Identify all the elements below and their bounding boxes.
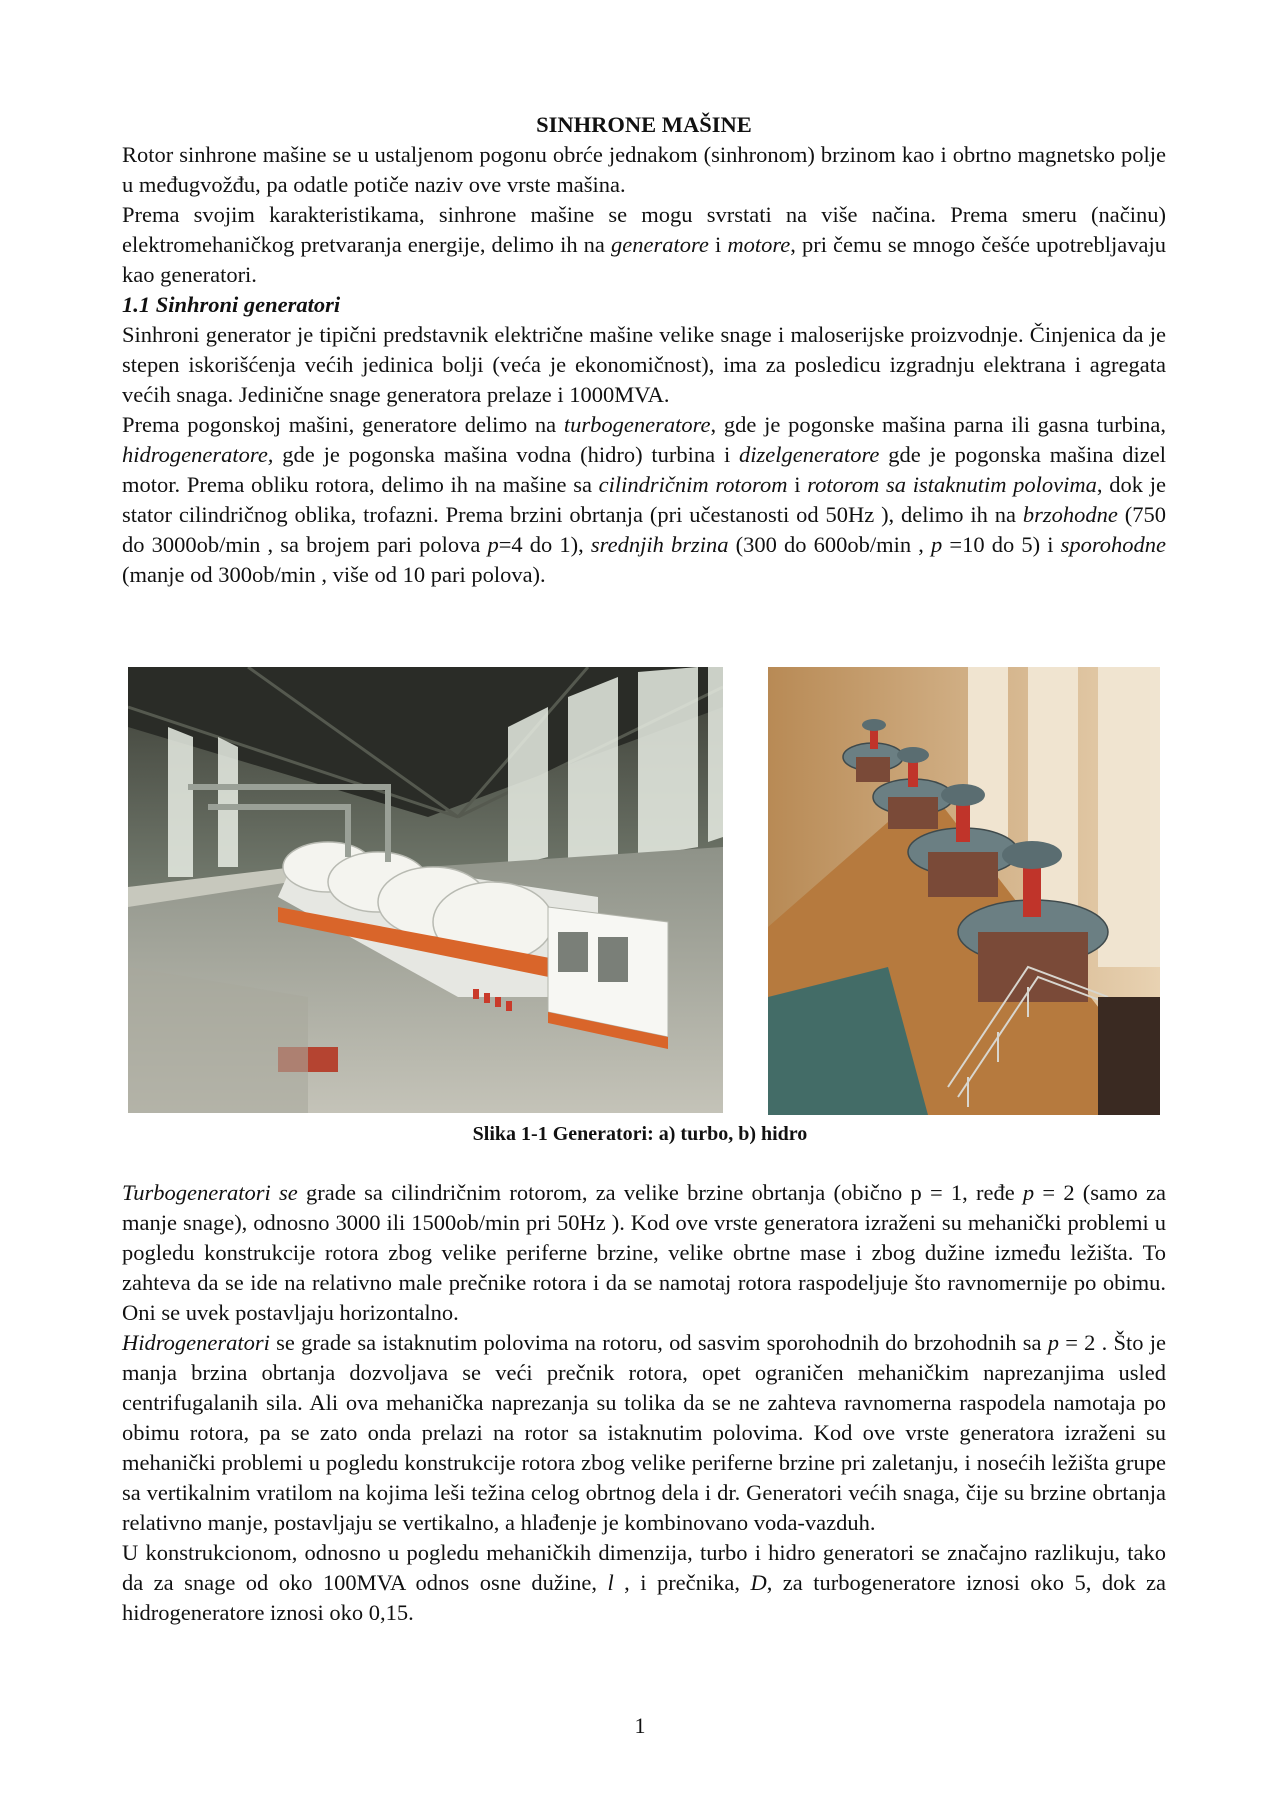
section-paragraph-2: Prema pogonskoj mašini, generatore delimo na turbogeneratore, gde je pogonske mašina parna ili gasna turbina, hidrogeneratore, gde je pogonska mašina vodna (hidro) turbina i dizelgeneratore gde je pogonska mašina dizel motor. Prema obliku rotora, delimo ih na mašine sa cilindričnim rotorom i rotorom sa istaknutim polovima, dok je stator cilindričnog oblika, trofazni. Prema brzini obrtanja (pri učestanosti od 50Hz ), delimo ih na brzohodne (750 do 3000ob/min , sa brojem pari polova p=4 do 1), srednjih brzina (300 do 600ob/min , p =10 do 5) i sporohodne (manje od 300ob/min , više od 10 pari polova).: [122, 412, 1166, 587]
section-paragraph-1: Sinhroni generator je tipični predstavnik električne mašine velike snage i maloserijske proizvodnje. Činjenica da je stepen iskorišćenja većih jedinica bolji (veća je ekonomičnost), ima za posledicu izgradnju elektrana i agregata većih snaga. Jedinične snage generatora prelaze i 1000MVA.: [122, 322, 1166, 407]
dimensions-paragraph: U konstrukcionom, odnosno u pogledu mehaničkih dimenzija, turbo i hidro generatori se značajno razlikuju, tako da za snage od oko 100MVA odnos osne dužine, l , i prečnika, D, za turbogeneratore iznosi oko 5, dok za hidrogeneratore iznosi oko 0,15.: [122, 1540, 1166, 1625]
document-body-continued: [122, 1178, 1166, 1628]
hydro-generator-photo: [768, 667, 1160, 1115]
turbo-generator-photo: [128, 667, 723, 1113]
figure-caption: Slika 1-1 Generatori: a) turbo, b) hidro: [472, 1123, 808, 1145]
page-title: SINHRONE MAŠINE: [536, 112, 752, 137]
section-heading: 1.1 Sinhroni generatori: [122, 292, 341, 317]
turbo-paragraph: Turbogeneratori se grade sa cilindričnim rotorom, za velike brzine obrtanja (obično p = 1, ređe p = 2 (samo za manje snage), odnosno 3000 ili 1500ob/min pri 50Hz ). Kod ove vrste generatora izraženi su mehanički problemi u pogledu konstrukcije rotora zbog velike periferne brzine, velike obrtne mase i zbog dužine između ležišta. To zahteva da se ide na relativno male prečnike rotora i da se namotaj rotora raspodeljuje što ravnomernije po obimu. Oni se uvek postavljaju horizontalno.: [122, 1180, 1166, 1325]
intro-paragraph-1: Rotor sinhrone mašine se u ustaljenom pogonu obrće jednakom (sinhronom) brzinom kao i obrtno magnetsko polje u međugvožđu, pa odatle potiče naziv ove vrste mašina.: [122, 142, 1166, 197]
figures: [128, 667, 1160, 1115]
hydro-paragraph: Hidrogeneratori se grade sa istaknutim polovima na rotoru, od sasvim sporohodnih do brzohodnih sa p = 2 . Što je manja brzina obrtanja dozvoljava se veći prečnik rotora, opet ograničen mehaničkim naprezanjima usled centrifugalanih sila. Ali ova mehanička naprezanja su tolika da se ne zahteva ravnomerna raspodela namotaja po obimu rotora, pa se zato onda prelazi na rotor sa istaknutim polovima. Kod ove vrste generatora izraženi su mehanički problemi u pogledu konstrukcije rotora zbog velike periferne brzine pri zaletanju, i nosećih ležišta grupe sa vertikalnim vratilom na kojima leši težina celog obrtnog dela i dr. Generatori većih snaga, čije su brzine obrtanja relativno manje, postavljaju se vertikalno, a hlađenje je kombinovano voda-vazduh.: [122, 1330, 1166, 1535]
document-page: [122, 110, 1166, 590]
intro-paragraph-2: Prema svojim karakteristikama, sinhrone mašine se mogu svrstati na više načina. Prema smeru (načinu) elektromehaničkog pretvaranja energije, delimo ih na generatore i motore, pri čemu se mnogo češće upotrebljavaju kao generatori.: [122, 202, 1166, 287]
page-number: 1: [634, 1713, 646, 1738]
